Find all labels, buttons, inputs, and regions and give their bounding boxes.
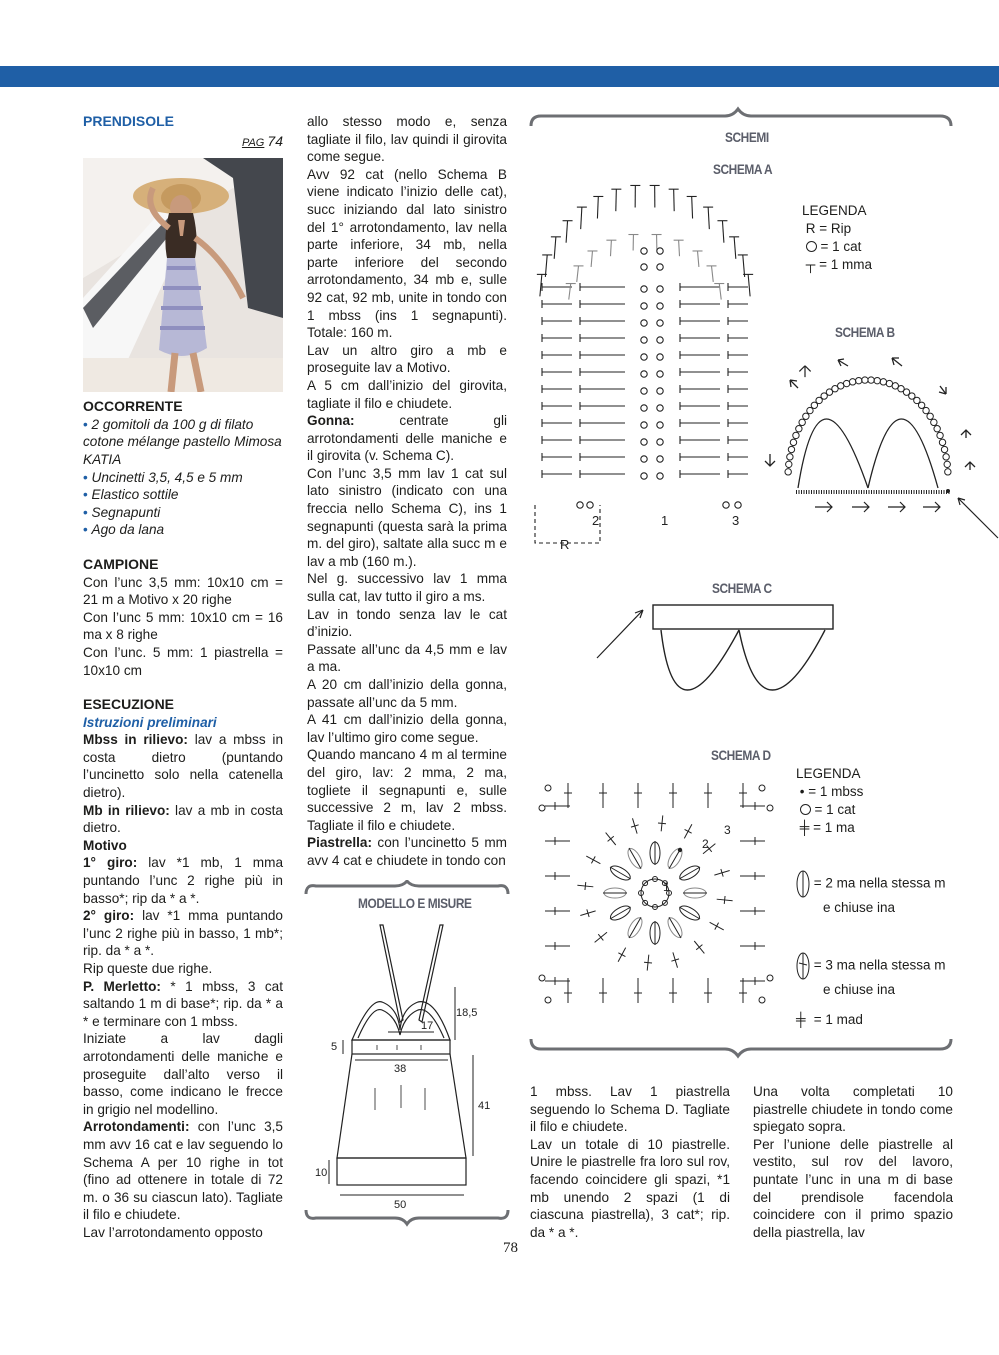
esecuzione-heading: ESECUZIONE — [83, 696, 175, 713]
treble-icon: ╪ — [796, 1012, 806, 1027]
paragraph: Lav un altro giro a mb e proseguite lav a Motivo. — [307, 342, 507, 376]
legenda-a — [802, 202, 872, 274]
legenda-text: e chiuse ina — [823, 982, 896, 997]
page-reference — [83, 133, 283, 153]
paragraph — [307, 834, 507, 869]
paragraph — [83, 1118, 283, 1224]
occorrente-heading: OCCORRENTE — [83, 398, 183, 415]
paragraph: Con l’unc 3,5 mm lav 1 cat sul lato sinistro (indicato con una freccia nello Schema C), ins 1 segnapunti (questa sarà la prima m. del giro), saltate alla succ m e lav a mb (160 m.). — [307, 465, 507, 569]
campione-line: Con l’unc 3,5 mm: 10x10 cm = 21 m a Motivo x 20 righe — [83, 574, 283, 608]
measure-38: 38 — [394, 1063, 407, 1075]
article-title: PRENDISOLE — [83, 113, 175, 129]
legenda-d — [796, 765, 945, 1029]
motivo-heading — [83, 837, 283, 855]
paragraph: Avv 92 cat (nello Schema B viene indicato l’inizio delle cat), succ iniziando dal lato sinistro del 1° arrotondamento, lav nella parte inferiore, 34 mb, nella parte inferiore del secondo arrotondamento, 34 mb e, sulle 92 cat, 92 mb, unite in tondo con 1 mbss (ins 1 segnapunti). Totale: 160 m. — [307, 166, 507, 341]
list-item-text: Elastico sottile — [91, 487, 179, 503]
schema-c-diagram — [595, 600, 840, 725]
paragraph: Una volta completati 10 piastrelle chiudete in tondo come spiegato sopra. — [753, 1084, 953, 1135]
paragraph: 1 mbss. Lav 1 piastrella seguendo lo Schema D. Tagliate il filo e chiudete. — [530, 1084, 730, 1135]
campione-heading: CAMPIONE — [83, 555, 159, 572]
paragraph: A 41 cm dall’inizio della gonna, lav l’ultimo giro come segue. — [307, 712, 507, 745]
model-photo — [83, 158, 283, 392]
double-crochet-icon: ╪ — [799, 820, 810, 835]
legenda-row — [802, 238, 872, 256]
legenda-title: LEGENDA — [796, 766, 861, 781]
paragraph: A 20 cm dall’inizio della gonna, passate all’unc da 5 mm. — [307, 677, 507, 710]
paragraph: Per l’unione delle piastrelle al vestito, sul rov del lavoro, puntate l’unc in una m di base del prendisole facendola coincidere con il primo spazio della piastrella, lav — [753, 1136, 953, 1240]
cluster-3-icon — [796, 951, 810, 981]
measure-41: 41 — [478, 1100, 491, 1112]
pag-number: 74 — [267, 132, 283, 149]
measure-10: 10 — [315, 1167, 328, 1179]
legenda-text: = 1 mbss — [808, 784, 864, 799]
schema-a-diagram — [530, 175, 760, 555]
legenda-row — [796, 869, 945, 899]
paragraph — [83, 802, 283, 837]
legenda-title: LEGENDA — [802, 203, 867, 218]
round-number: 3 — [724, 823, 731, 837]
term: Motivo — [83, 837, 127, 853]
legenda-text: = 2 ma nella stessa m — [813, 875, 946, 891]
legenda-row — [802, 220, 872, 238]
half-double-crochet-icon: ┬ — [805, 257, 816, 272]
text: con l’unc 3,5 mm avv 16 cat e lav seguendo lo Schema A per 10 righe in tot (fino ad ottenere in totale di 72 m. o 36 su ciascun lato). Tagliate il filo e chiudete. — [83, 1119, 283, 1223]
list-item-text: Uncinetti 3,5, 4,5 e 5 mm — [91, 469, 243, 485]
list-item: • 2 gomitoli da 100 g di filato cotone mélange pastello Mimosa KATIA — [83, 416, 282, 467]
legenda-row — [796, 1011, 945, 1029]
list-item-text: Segnapunti — [91, 504, 161, 520]
text: * 1 mbss, 3 cat saltando 1 m di base*; rip. da * a * e terminare con 1 mbss. — [83, 978, 283, 1029]
paragraph — [83, 978, 283, 1031]
legenda-row — [796, 951, 945, 981]
chain-icon — [806, 241, 817, 252]
term: Gonna: — [307, 413, 355, 429]
paragraph: A 5 cm dall’inizio del girovita, tagliate il filo e chiudete. — [307, 377, 507, 411]
legenda-row — [802, 256, 872, 274]
text: lav a mb in costa dietro. — [83, 802, 283, 836]
term: Mb in rilievo: — [83, 802, 170, 818]
modello-title: MODELLO E MISURE — [358, 895, 472, 911]
legenda-text: = 1 cat — [814, 802, 856, 817]
header-bar — [0, 66, 999, 87]
legenda-text: = 3 ma nella stessa m — [813, 957, 946, 973]
paragraph — [83, 907, 283, 960]
paragraph: allo stesso modo e, senza tagliate il filo, lav quindi il girovita come segue. — [307, 114, 507, 165]
paragraph: Lav un totale di 10 piastrelle. Unire le piastrelle fra loro sul rov, facendo coincidere gli spazi, *1 mb unendo 2 spazi (1 di ciascuna piastrella), 3 cat*; rip. da * a *. — [530, 1136, 730, 1240]
schema-c-title: SCHEMA C — [712, 580, 772, 596]
row-number: 2 — [592, 513, 600, 528]
column-1 — [83, 113, 283, 1242]
legenda-text: = 1 cat — [820, 239, 862, 254]
list-item: • Ago da lana — [83, 522, 165, 538]
pag-label: PAG — [241, 136, 265, 149]
column-3 — [530, 1083, 730, 1241]
modello-diagram — [300, 880, 515, 1230]
paragraph: Lav in tondo senza lav le cat d’inizio. — [307, 606, 507, 640]
legenda-text: = 1 mad — [813, 1012, 863, 1027]
schema-d-title: SCHEMA D — [711, 747, 771, 763]
paragraph — [307, 412, 507, 465]
legenda-text: = 1 mma — [819, 257, 873, 272]
legenda-text: R = Rip — [805, 221, 852, 236]
list-item-text: 2 gomitoli da 100 g di filato cotone mélange pastello Mimosa KATIA — [83, 416, 282, 467]
paragraph — [83, 731, 283, 801]
schemi-title: SCHEMI — [725, 129, 769, 145]
schema-d-diagram — [530, 768, 780, 1018]
term: 2° giro: — [83, 908, 135, 924]
measure-18-5: 18,5 — [456, 1007, 478, 1019]
term: Arrotondamenti: — [83, 1119, 190, 1135]
round-number: 2 — [702, 837, 709, 851]
row-number: 1 — [661, 513, 669, 528]
legenda-row — [796, 801, 945, 819]
paragraph: Iniziate a lav dagli arrotondamenti delle maniche e proseguite dall’alto verso il basso, come indicano le frecce in grigio nel modellino. — [83, 1031, 283, 1117]
text: centrate gli arrotondamenti delle maniche e il girovita (v. Schema C). — [307, 413, 507, 464]
repeat-label: R — [560, 537, 570, 552]
text: lav *1 mb, 1 mma puntando l’unc 2 righe più in basso*; rip da * a *. — [83, 855, 283, 906]
chain-icon — [800, 804, 811, 815]
slip-stitch-icon: • — [799, 784, 805, 799]
campione-line: Con l’unc 5 mm: 10x10 cm = 16 ma x 8 righe — [83, 609, 283, 643]
list-item-text: Ago da lana — [91, 522, 165, 538]
measure-50: 50 — [394, 1199, 407, 1211]
schema-b-title: SCHEMA B — [835, 324, 895, 340]
round-number: 1 — [663, 880, 670, 894]
list-item: • Uncinetti 3,5, 4,5 e 5 mm — [83, 469, 243, 485]
term: Piastrella: — [307, 835, 372, 851]
term: P. Merletto: — [83, 978, 161, 994]
list-item: • Elastico sottile — [83, 487, 179, 503]
paragraph — [83, 854, 283, 907]
column-2 — [307, 113, 507, 870]
column-4 — [753, 1083, 953, 1241]
measure-5: 5 — [331, 1041, 338, 1053]
paragraph: Rip queste due righe. — [83, 961, 213, 976]
legenda-row — [796, 783, 945, 801]
paragraph: Quando mancano 4 m al termine del giro, lav: 2 mma, 2 ma, togliete il segnapunti e, sulle successive 2 m, lav 2 mbss. Tagliate il filo e chiudete. — [307, 747, 507, 833]
cluster-2-icon — [796, 869, 810, 899]
page-number: 78 — [503, 1240, 518, 1256]
campione-line: Con l’unc. 5 mm: 1 piastrella = 10x10 cm — [83, 644, 283, 678]
paragraph: Passate all’unc da 4,5 mm e lav a ma. — [307, 641, 507, 675]
row-number: 3 — [732, 513, 740, 528]
schema-a-title: SCHEMA A — [713, 161, 773, 177]
term: Mbss in rilievo: — [83, 732, 188, 748]
term: 1° giro: — [83, 855, 138, 871]
list-item: • Segnapunti — [83, 504, 161, 520]
measure-17: 17 — [421, 1020, 434, 1032]
esecuzione-subheading: Istruzioni preliminari — [83, 714, 217, 730]
legenda-row — [796, 819, 945, 837]
paragraph: Lav l’arrotondamento opposto — [83, 1224, 263, 1240]
paragraph: Nel g. successivo lav 1 mma sulla cat, lav tutto il giro a ms. — [307, 571, 507, 605]
legenda-text: e chiuse ina — [823, 900, 896, 915]
text: lav *1 mma puntando l’unc 2 righe più in basso, 1 mb*; rip. da * a *. — [83, 908, 283, 959]
text: lav a mbss in costa dietro (puntando l’uncinetto solo nella catenella dietro). — [83, 732, 283, 801]
legenda-text: = 1 ma — [813, 820, 855, 835]
text: con l’uncinetto 5 mm avv 4 cat e chiudete in tondo con — [307, 835, 507, 868]
schema-b-diagram — [760, 350, 999, 550]
